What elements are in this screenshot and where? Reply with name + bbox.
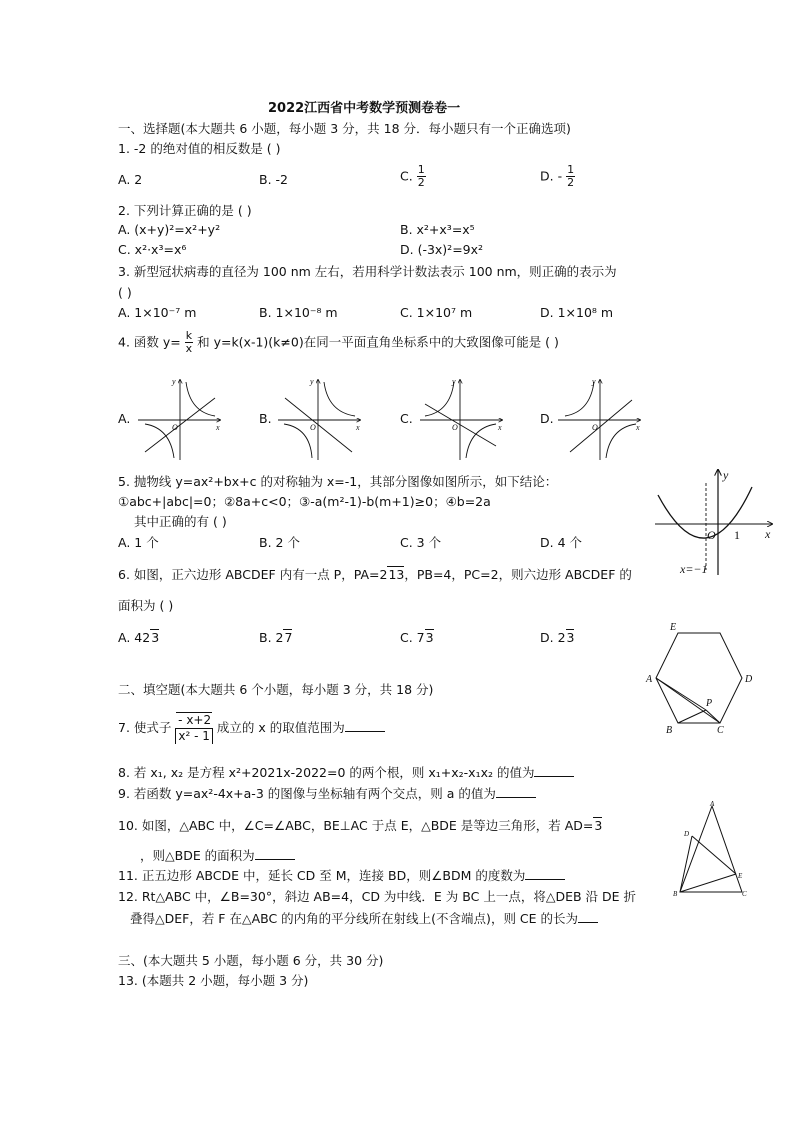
q2-option-a: A. (x+y)²=x²+y² [118,222,221,237]
q6-sqrt13: 13 [388,567,405,582]
q10-stem: 10. 如图，△ABC 中，∠C=∠ABC，BE⊥AC 于点 E，△BDE 是等边三角形，若 AD=3 [118,818,603,833]
svg-text:D: D [684,830,690,838]
svg-text:O: O [707,528,716,542]
q5-conditions: ①abc+|abc|=0；②8a+c<0；③-a(m²-1)-b(m+1)≥0；④b=2a [118,494,491,509]
svg-text:x: x [216,423,220,432]
svg-text:B: B [666,725,673,736]
q4-option-d: D. [540,411,554,426]
q10-answer-blank[interactable] [255,849,295,860]
svg-text:O: O [592,423,598,432]
q6-stem-line2: 面积为 ( ) [118,598,174,613]
svg-text:D: D [745,674,753,685]
q3-option-c: C. 1×10⁷ m [400,305,473,320]
q8-answer-blank[interactable] [534,766,574,777]
q8-stem: 8. 若 x₁, x₂ 是方程 x²+2021x-2022=0 的两个根，则 x₁+x₂-x₁x₂ 的值为 [118,765,574,781]
svg-text:y: y [723,468,729,482]
svg-text:B: B [673,890,678,898]
q2-option-c: C. x²·x³=x⁶ [118,242,187,257]
svg-text:y: y [310,377,314,386]
q2-stem: 2. 下列计算正确的是 ( ) [118,203,252,218]
q6-hexagon-figure [630,620,760,740]
svg-text:C: C [742,890,747,898]
q6-stem: 6. 如图，正六边形 ABCDEF 内有一点 P，PA=213，PB=4，PC=2，则六边形 ABCDEF 的 [118,567,632,582]
q9-answer-blank[interactable] [496,787,536,798]
q7-stem: 7. 使式子 $\frac{- x+2}{\text{x² - 1}}$ 成立的 x 的取值范围为 [118,712,385,744]
q6-option-d: D. 23 [540,630,575,645]
svg-text:x=−1: x=−1 [680,562,708,576]
q1-option-a: A. 2 [118,172,143,187]
q4-graph-b [278,380,360,460]
q1-c-fraction: $\frac{1}{2}$ [417,163,425,189]
svg-text:C: C [717,725,724,736]
q12-stem-line2: 叠得△DEF，若 F 在△ABC 的内角的平分线所在射线上(不含端点)，则 CE 的长为 [130,911,598,927]
svg-text:O: O [172,423,178,432]
q2-option-b: B. x²+x³=x⁵ [400,222,475,237]
svg-text:x: x [356,423,360,432]
q1-stem: 1. -2 的绝对值的相反数是 ( ) [118,141,281,156]
svg-text:O: O [452,423,458,432]
q12-answer-blank[interactable] [578,912,598,923]
q7-answer-blank[interactable] [345,721,385,732]
q4-graphs [0,0,794,470]
svg-text:O: O [310,423,316,432]
q1-d-fraction: $\frac{1}{2}$ [567,163,575,189]
section-3-heading: 三、(本大题共 5 小题，每小题 6 分，共 30 分) [118,953,384,968]
svg-text:x: x [498,423,502,432]
q10-stem-line2: ，则△BDE 的面积为 [140,848,295,864]
svg-text:y: y [172,377,176,386]
q10-triangle-figure [670,800,760,900]
q1-option-b: B. -2 [259,172,288,187]
q5-stem: 5. 抛物线 y=ax²+bx+c 的对称轴为 x=-1，其部分图像如图所示，如下结论： [118,474,558,489]
q11-answer-blank[interactable] [525,869,565,880]
q4-option-a: A. [118,411,131,426]
q4-fraction: $\frac{k}{x}$ [185,329,193,355]
q11-stem: 11. 正五边形 ABCDE 中，延长 CD 至 M，连接 BD，则∠BDM 的度数为 [118,868,565,884]
q5-ask: 其中正确的有 ( ) [134,514,227,529]
q4-graph-a [138,380,220,460]
q1-d-label: D. - [540,168,563,184]
svg-text:E: E [670,622,677,633]
q1-c-label: C. [400,168,413,184]
q2-option-d: D. (-3x)²=9x² [400,242,484,257]
q12-stem: 12. Rt△ABC 中，∠B=30°，斜边 AB=4，CD 为中线．E 为 BC 上一点，将△DEB 沿 DE 折 [118,889,636,904]
q5-option-c: C. 3 个 [400,535,442,550]
q4-stem: 4. 函数 y= $\frac{k}{x}$ 和 y=k(x-1)(k≠0)在同一平面直角坐标系中的大致图像可能是 ( ) [118,329,559,355]
svg-text:x: x [765,527,771,541]
svg-text:y: y [592,377,596,386]
svg-text:P: P [706,698,713,709]
q5-option-d: D. 4 个 [540,535,582,550]
svg-text:E: E [738,872,743,880]
q5-option-a: A. 1 个 [118,535,159,550]
svg-text:1: 1 [734,528,740,542]
q4-graph-c [420,380,502,460]
q4-option-b: B. [259,411,272,426]
section-2-heading: 二、填空题(本大题共 6 个小题，每小题 3 分，共 18 分) [118,682,434,697]
q5-option-b: B. 2 个 [259,535,300,550]
svg-text:A: A [710,800,715,808]
q6-option-b: B. 27 [259,630,293,645]
q4-option-c: C. [400,411,413,426]
svg-text:A: A [646,674,653,685]
q13-stem: 13. (本题共 2 小题，每小题 3 分) [118,973,309,988]
q3-option-a: A. 1×10⁻⁷ m [118,305,197,320]
page-title: 2022江西省中考数学预测卷卷一 [268,101,461,116]
q3-option-d: D. 1×10⁸ m [540,305,614,320]
svg-text:x: x [636,423,640,432]
q4-graph-d [558,380,640,460]
q3-option-b: B. 1×10⁻⁸ m [259,305,338,320]
section-1-heading: 一、选择题(本大题共 6 小题，每小题 3 分，共 18 分．每小题只有一个正确选项) [118,121,571,136]
q3-stem: 3. 新型冠状病毒的直径为 100 nm 左右，若用科学计数法表示 100 nm，则正确的表示为 [118,264,617,279]
q7-fraction: $\frac{- x+2}{\text{x² - 1}}$ [175,712,213,744]
q5-parabola-figure [650,465,780,580]
svg-text:y: y [452,377,456,386]
q9-stem: 9. 若函数 y=ax²-4x+a-3 的图像与坐标轴有两个交点，则 a 的值为 [118,786,536,802]
q6-option-c: C. 73 [400,630,434,645]
q6-option-a: A. 423 [118,630,160,645]
q3-paren: ( ) [118,285,132,300]
